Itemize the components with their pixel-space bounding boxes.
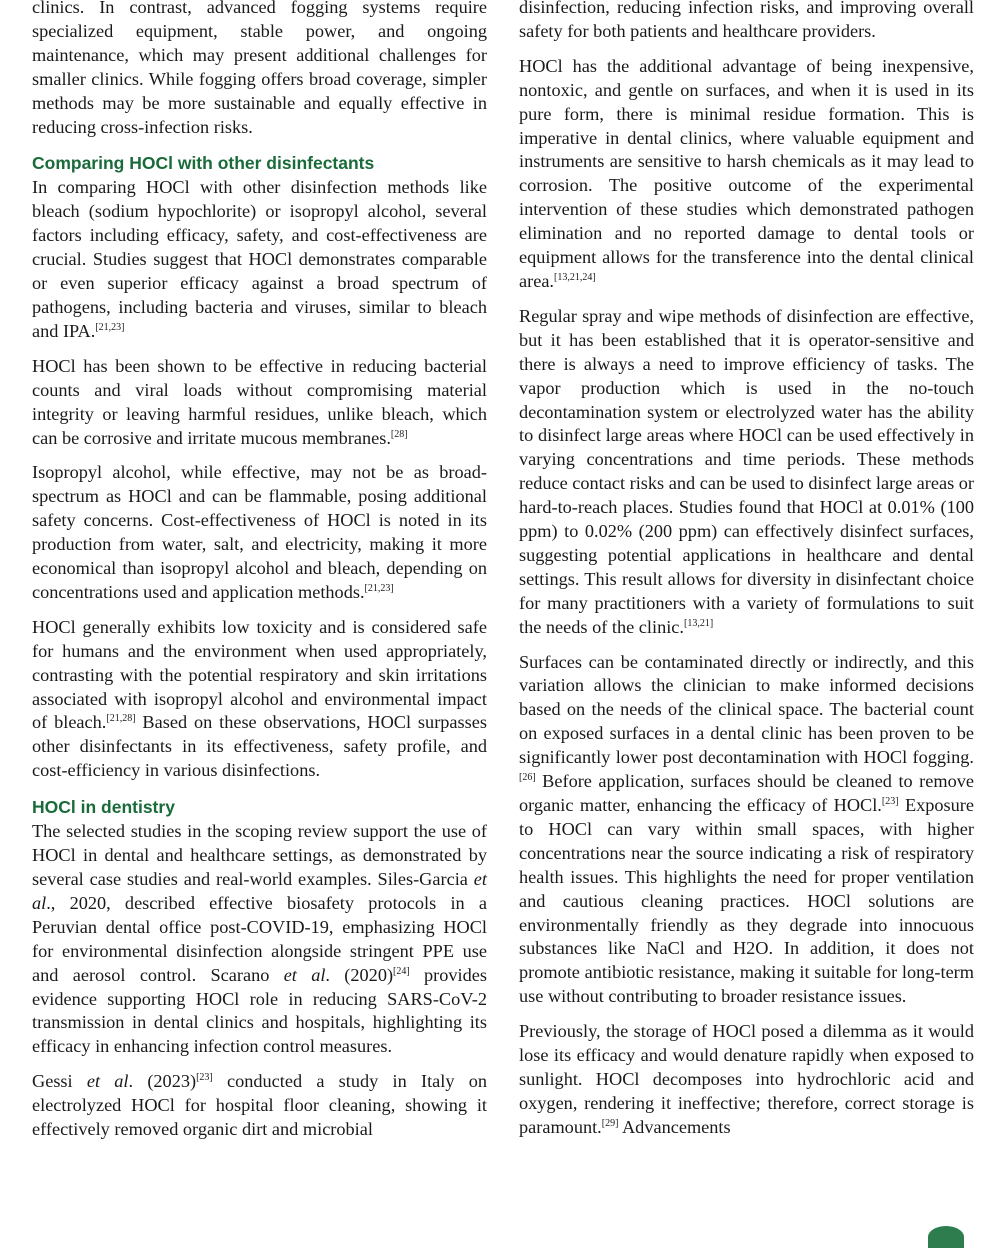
paragraph [32, 1070, 487, 1142]
citation: [21,23] [364, 582, 394, 594]
text: Gessi [32, 1071, 87, 1092]
citation: [13,21,24] [554, 271, 596, 283]
paragraph [32, 176, 487, 343]
paragraph [519, 0, 974, 44]
text: Based on these observations, HOCl surpasses other disinfectants in its effectiveness, safety profile, and cost-efficiency in various disinfections. [32, 712, 487, 781]
paragraph [32, 820, 487, 1059]
et-al: et al [283, 964, 326, 985]
text: HOCl has been shown to be effective in reducing bacterial counts and viral loads without compromising material integrity or leaving harmful residues, unlike bleach, which can be corrosive and irritate mucous membranes. [32, 355, 487, 448]
text: Surfaces can be contaminated directly or indirectly, and this variation allows the clinician to make informed decisions based on the needs of the clinical space. The bacterial count on exposed surfaces in a dental clinic has been proven to be significantly lower post decontamination with HOCl fogging. [519, 651, 974, 768]
paragraph [32, 0, 487, 139]
section-heading-dentistry: HOCl in dentistry [32, 797, 175, 818]
text: Isopropyl alcohol, while effective, may not be as broad-spectrum as HOCl and can be flammable, posing additional safety concerns. Cost-effectiveness of HOCl is noted in its production from water, salt, and electricity, making it more economical than isopropyl alcohol and bleach, depending on concentrations used and application methods. [32, 462, 487, 602]
citation: [13,21] [683, 617, 714, 629]
text: In comparing HOCl with other disinfection methods like bleach (sodium hypochlorite) or isopropyl alcohol, several factors including efficacy, safety, and cost-effectiveness are crucial. Studies suggest that HOCl demonstrates comparable or even superior efficacy against a broad spectrum of pathogens, including bacteria and viruses, similar to bleach and IPA. [32, 177, 487, 341]
paragraph [519, 1020, 974, 1140]
citation: [24] [393, 965, 410, 977]
text: Before application, surfaces should be cleaned to remove organic matter, enhancing the efficacy of HOCl. [519, 771, 974, 815]
text: Previously, the storage of HOCl posed a dilemma as it would lose its efficacy and would denature rapidly when exposed to sunlight. HOCl decomposes into hydrochloric acid and oxygen, rendering it ineffective; therefore, correct storage is paramount. [519, 1021, 974, 1137]
text: HOCl has the additional advantage of being inexpensive, nontoxic, and gentle on surfaces, and when it is used in its pure form, there is minimal residue formation. This is imperative in dental clinics, where valuable equipment and instruments are sensitive to harsh chemicals as it may lead to corrosion. The positive outcome of the experimental intervention of these studies which demonstrated pathogen elimination and no reported damage to dental tools or equipment allows for the transference into the dental clinical area. [519, 55, 974, 291]
citation: [29] [601, 1117, 619, 1129]
citation: [26] [519, 772, 536, 784]
text: ., 2020, described effective biosafety protocols in a Peruvian dental office post-COVID-19, emphasizing HOCl for environmental disinfection alongside stringent PPE use and aerosol control. Scarano [32, 892, 487, 985]
paragraph [519, 651, 974, 1010]
citation: [23] [196, 1072, 213, 1084]
citation: [28] [390, 428, 408, 440]
right-column [519, 0, 974, 1151]
et-al: et al [32, 869, 487, 913]
text: . (2023) [128, 1071, 197, 1092]
text: The selected studies in the scoping review support the use of HOCl in dental and healthcare settings, as demonstrated by several case studies and real-world examples. Siles-Garcia [32, 821, 487, 889]
paragraph [32, 616, 487, 783]
paragraph [32, 461, 487, 604]
text: clinics. In contrast, advanced fogging systems require specialized equipment, stable power, and ongoing maintenance, which may present additional challenges for smaller clinics. While fogging offers broad coverage, simpler methods may be more sustainable and equally effective in reducing cross-infection risks. [32, 0, 487, 137]
paragraph [519, 305, 974, 640]
citation: [23] [881, 796, 899, 807]
et-al: et al [86, 1071, 129, 1092]
text: HOCl generally exhibits low toxicity and is considered safe for humans and the environment when used appropriately, contrasting with the potential respiratory and skin irritations associated with isopropyl alcohol and environmental impact of bleach. [32, 616, 487, 733]
left-column [32, 0, 487, 1153]
citation: [21,28] [106, 713, 136, 725]
text: conducted a study in Italy on electrolyzed HOCl for hospital floor cleaning, showing it effectively removed organic dirt and microbial [32, 1071, 487, 1140]
page-corner-decoration [928, 1226, 964, 1248]
section-heading-comparing: Comparing HOCl with other disinfectants [32, 153, 375, 174]
text: Advancements [618, 1116, 731, 1137]
text: Regular spray and wipe methods of disinfection are effective, but it has been established that it is operator-sensitive and there is always a need to improve efficiency of tasks. The vapor production which is used in the no-touch decontamination system or electrolyzed water has the ability to disinfect large areas where HOCl can be used effectively in varying concentrations and time periods. These methods reduce contact risks and can be used to disinfect large areas or hard-to-reach places. Studies found that HOCl at 0.01% (100 ppm) to 0.02% (200 ppm) can effectively disinfect surfaces, suggesting potential applications in healthcare and dental settings. This result allows for diversity in disinfectant choice for many practitioners with a variety of formulations to suit the needs of the clinic. [519, 305, 974, 637]
paragraph [32, 355, 487, 451]
text: provides evidence supporting HOCl role in reducing SARS-CoV-2 transmission in dental clinics and hospitals, highlighting its efficacy in enhancing infection control measures. [32, 964, 487, 1057]
text: Exposure to HOCl can vary within small spaces, with higher concentrations near the source indicating a risk of respiratory health issues. This highlights the need for proper ventilation and cautious cleaning practices. HOCl solutions are environmentally friendly as they degrade into innocuous substances like NaCl and H2O. In addition, it does not promote antibiotic resistance, making it suitable for long-term use without contributing to broader resistance issues. [519, 795, 974, 1007]
citation: [21,23] [95, 321, 125, 333]
text: disinfection, reducing infection risks, and improving overall safety for both patients and healthcare providers. [519, 0, 974, 41]
text: . (2020) [325, 964, 394, 985]
paragraph [519, 55, 974, 294]
